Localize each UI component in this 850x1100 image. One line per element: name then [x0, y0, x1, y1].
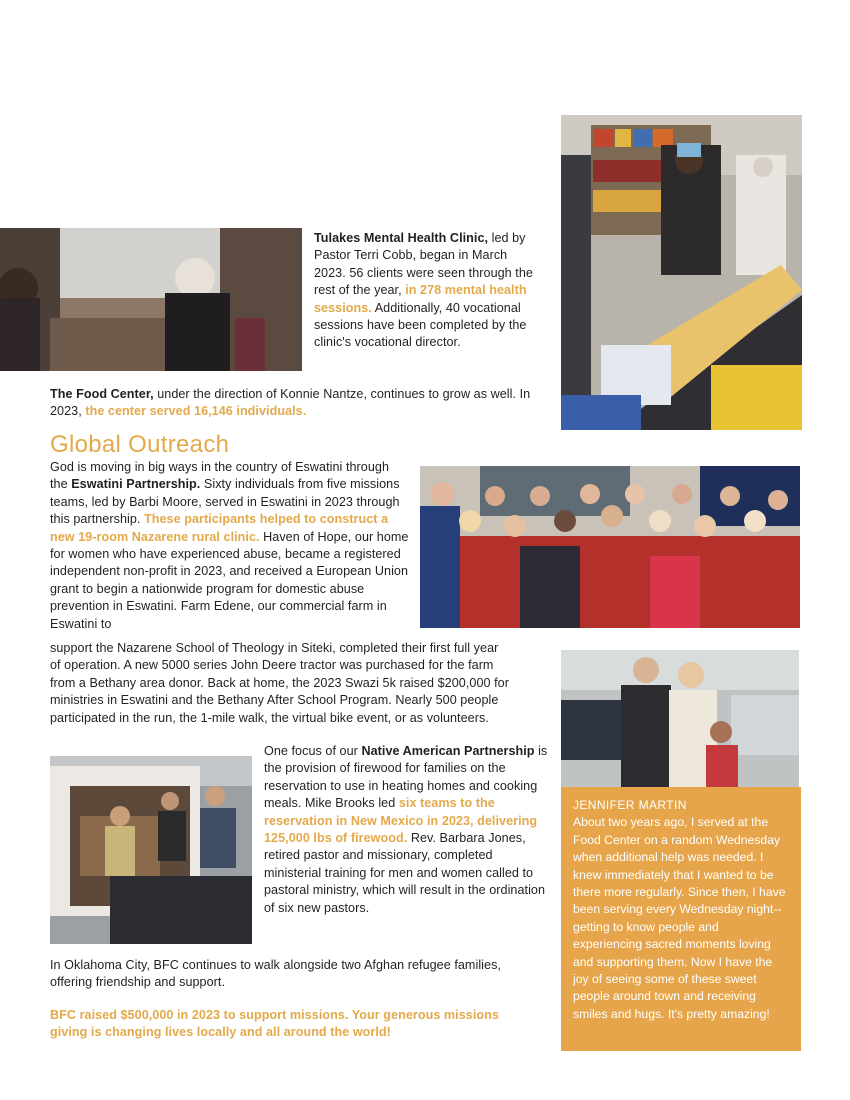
testimony-box [561, 787, 801, 1051]
native-highlight: six teams to the reservation in New Mexico in 2023, delivering 125,000 lbs of firewood. [264, 796, 538, 846]
outreach-line: participated in the run, the 1-mile walk, the virtual bike event, or as volunteers. [50, 710, 489, 725]
clinic-name: Tulakes Mental Health Clinic, [314, 231, 489, 245]
global-outreach-continued [50, 640, 570, 727]
jennifer-martin-photo [561, 650, 799, 787]
testimony-text: About two years ago, I served at the Food Center on a random Wednesday when additional help was needed. I knew immediately that I wanted to be there more regularly. Since then, I have been serving every Wednesday night--getting to know people and experiencing sacred moments loving and supporting them. Now I have the joy of seeing some of these sweet people around town and receiving smiles and hugs. It's pretty amazing! [573, 815, 786, 1021]
native-text-2: is the provision of firewood for families on the reservation to use in heating homes and cooking meals. Mike Brooks led [264, 744, 548, 811]
native-text-1: One focus of our [264, 744, 362, 758]
clinic-text-1: led by Pastor Terri Cobb, began in March 2023. 56 clients were seen through the rest of the year, [314, 231, 533, 298]
firewood-truck-photo [50, 756, 252, 944]
closing-text: BFC raised $500,000 in 2023 to support missions. Your generous missions giving is changing lives locally and all around the world! [50, 1008, 499, 1040]
outreach-line: from a Bethany area donor. Back at home, the 2023 Swazi 5k raised $200,000 for [50, 675, 509, 690]
food-center-text-1: under the direction of Konnie Nantze, continues to grow as well. In 2023, [50, 387, 531, 419]
eswatini-group-photo [420, 466, 800, 628]
testimony-name: JENNIFER MARTIN [573, 798, 687, 812]
eswatini-highlight: These participants helped to construct a new 19-room Nazarene rural clinic. [50, 512, 389, 544]
outreach-line: support the Nazarene School of Theology in Siteki, completed their first full year [50, 641, 499, 655]
eswatini-text-2: Sixty individuals from five missions teams, led by Barbi Moore, served in Eswatini in 2023 through this partnership. [50, 477, 400, 527]
eswatini-text-1: God is moving in big ways in the country of Eswatini through the [50, 460, 390, 492]
food-pantry-photo [561, 115, 802, 430]
native-american-paragraph [264, 743, 549, 917]
okc-text: In Oklahoma City, BFC continues to walk alongside two Afghan refugee families, offering friendship and support. [50, 958, 501, 990]
clinic-highlight: in 278 mental health sessions. [314, 283, 527, 315]
global-outreach-paragraph [50, 459, 410, 633]
global-outreach-heading: Global Outreach [50, 431, 230, 458]
eswatini-text-3: Haven of Hope, our home for women who have experienced abuse, became a registered independent non-profit in 2023, and received a European Union grant to begin a nationwide program for domestic abuse prevention in Eswatini. Farm Edene, our commercial farm in Eswatini to [50, 529, 409, 631]
outreach-line: ministries in Eswatini and the Bethany After School Program. Nearly 500 people [50, 693, 499, 708]
native-partnership-name: Native American Partnership [361, 744, 535, 758]
food-center-highlight: the center served 16,146 individuals. [85, 404, 307, 419]
okc-paragraph [50, 957, 510, 992]
closing-highlight [50, 1007, 510, 1042]
clinic-paragraph [314, 230, 536, 352]
food-center-paragraph [50, 386, 550, 421]
clinic-text-2: Additionally, 40 vocational sessions have been completed by the clinic's vocational director. [314, 300, 527, 350]
native-text-3: Rev. Barbara Jones, retired pastor and missionary, completed ministerial training for men and women called to pastoral ministry, which will result in the ordination of six new pastors. [264, 831, 546, 915]
eswatini-partnership-name: Eswatini Partnership. [71, 477, 201, 492]
outreach-line: of operation. A new 5000 series John Deere tractor was purchased for the farm [50, 658, 494, 673]
food-center-name: The Food Center, [50, 387, 154, 401]
clinic-photo [0, 228, 302, 371]
